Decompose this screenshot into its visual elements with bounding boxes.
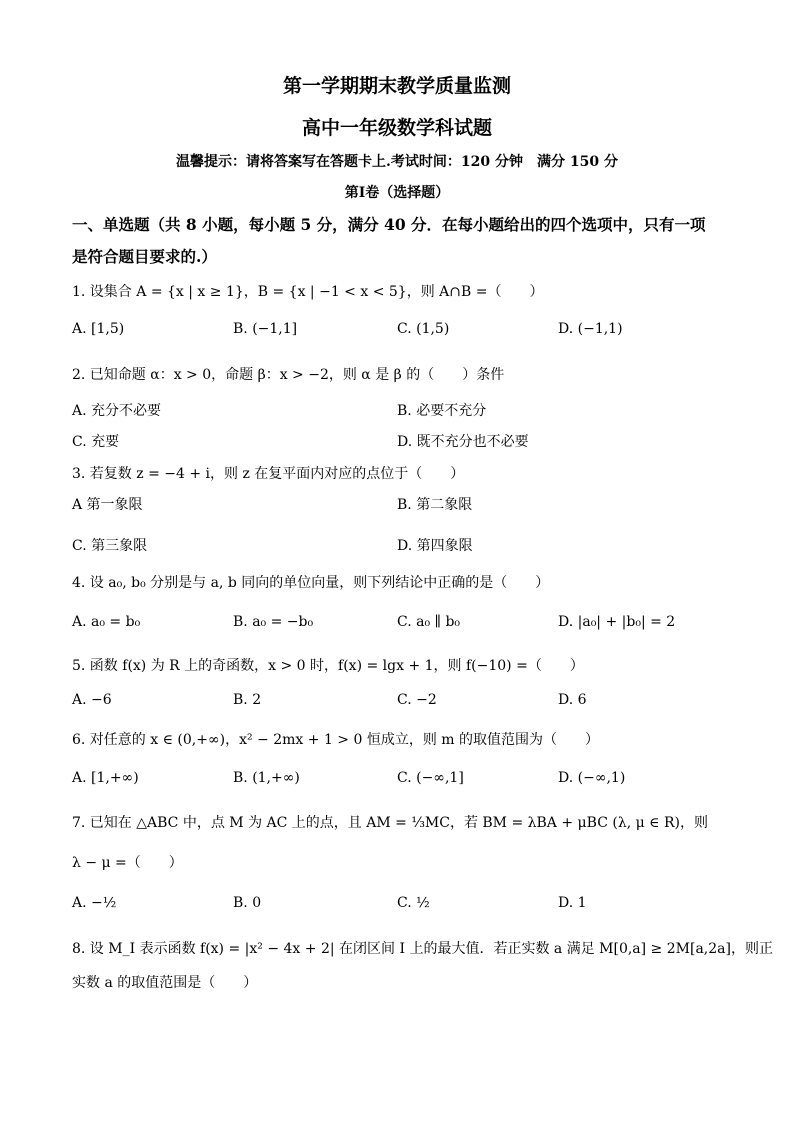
- question-3: 3. 若复数 z = −4 + i，则 z 在复平面内对应的点位于（ ）: [72, 466, 465, 482]
- q2-option-c: C. 充要: [72, 434, 120, 450]
- exam-title: 第一学期期末教学质量监测: [282, 75, 511, 97]
- volume-title: 第Ⅰ卷（选择题）: [344, 185, 450, 201]
- q5-option-c: C. −2: [397, 692, 437, 708]
- q6-option-d: D. (−∞,1): [558, 770, 626, 786]
- question-8-cont: 实数 a 的取值范围是（ ）: [72, 975, 258, 991]
- q7-option-d: D. 1: [558, 895, 587, 911]
- section-heading-line2: 是符合题目要求的.）: [72, 247, 217, 266]
- q4-option-d: D. |a₀| + |b₀| = 2: [558, 614, 676, 630]
- q7-option-c: C. ½: [397, 895, 430, 911]
- question-8: 8. 设 M_I 表示函数 f(x) = |x² − 4x + 2| 在闭区间 I 上的最大值．若正实数 a 满足 M[0,a] ≥ 2M[a,2a]，则正: [72, 941, 773, 957]
- question-1: 1. 设集合 A = {x | x ≥ 1}，B = {x | −1 < x < 5}，则 A∩B =（ ）: [72, 284, 544, 300]
- q3-option-d: D. 第四象限: [397, 538, 473, 554]
- exam-subtitle: 高中一年级数学科试题: [301, 117, 492, 139]
- q3-option-c: C. 第三象限: [72, 538, 148, 554]
- q6-option-a: A. [1,+∞): [72, 770, 139, 786]
- q4-option-a: A. a₀ = b₀: [72, 614, 141, 630]
- exam-tip: 温馨提示：请将答案写在答题卡上.考试时间：120 分钟 满分 150 分: [176, 154, 618, 170]
- q2-option-d: D. 既不充分也不必要: [397, 434, 529, 450]
- question-7-cont: λ − μ =（ ）: [72, 855, 183, 871]
- q1-option-c: C. (1,5): [397, 321, 450, 337]
- q2-option-b: B. 必要不充分: [397, 403, 487, 419]
- q1-option-d: D. (−1,1): [558, 321, 623, 337]
- q5-option-b: B. 2: [233, 692, 262, 708]
- q1-option-b: B. (−1,1]: [233, 321, 298, 337]
- q4-option-c: C. a₀ ∥ b₀: [397, 614, 461, 630]
- q6-option-c: C. (−∞,1]: [397, 770, 464, 786]
- question-7: 7. 已知在 △ABC 中，点 M 为 AC 上的点，且 AM = ⅓MC，若 BM = λBA + μBC (λ, μ ∈ R)，则: [72, 815, 708, 831]
- q3-option-b: B. 第二象限: [397, 497, 473, 513]
- question-4: 4. 设 a₀, b₀ 分别是与 a, b 同向的单位向量，则下列结论中正确的是（ ）: [72, 575, 550, 591]
- q7-option-b: B. 0: [233, 895, 262, 911]
- q1-option-a: A. [1,5): [72, 321, 125, 337]
- q3-option-a: A 第一象限: [72, 497, 143, 513]
- q5-option-a: A. −6: [72, 692, 112, 708]
- q4-option-b: B. a₀ = −b₀: [233, 614, 314, 630]
- question-6: 6. 对任意的 x ∈ (0,+∞)，x² − 2mx + 1 > 0 恒成立，则 m 的取值范围为（ ）: [72, 732, 600, 748]
- q2-option-a: A. 充分不必要: [72, 403, 162, 419]
- q6-option-b: B. (1,+∞): [233, 770, 300, 786]
- question-2: 2. 已知命题 α：x > 0，命题 β：x > −2，则 α 是 β 的（ ）条件: [72, 367, 505, 383]
- q5-option-d: D. 6: [558, 692, 587, 708]
- question-5: 5. 函数 f(x) 为 R 上的奇函数，x > 0 时，f(x) = lgx + 1，则 f(−10) =（ ）: [72, 658, 584, 674]
- section-heading-line1: 一、单选题（共 8 小题，每小题 5 分，满分 40 分．在每小题给出的四个选项中，只有一项: [72, 215, 706, 234]
- q7-option-a: A. −½: [72, 895, 117, 911]
